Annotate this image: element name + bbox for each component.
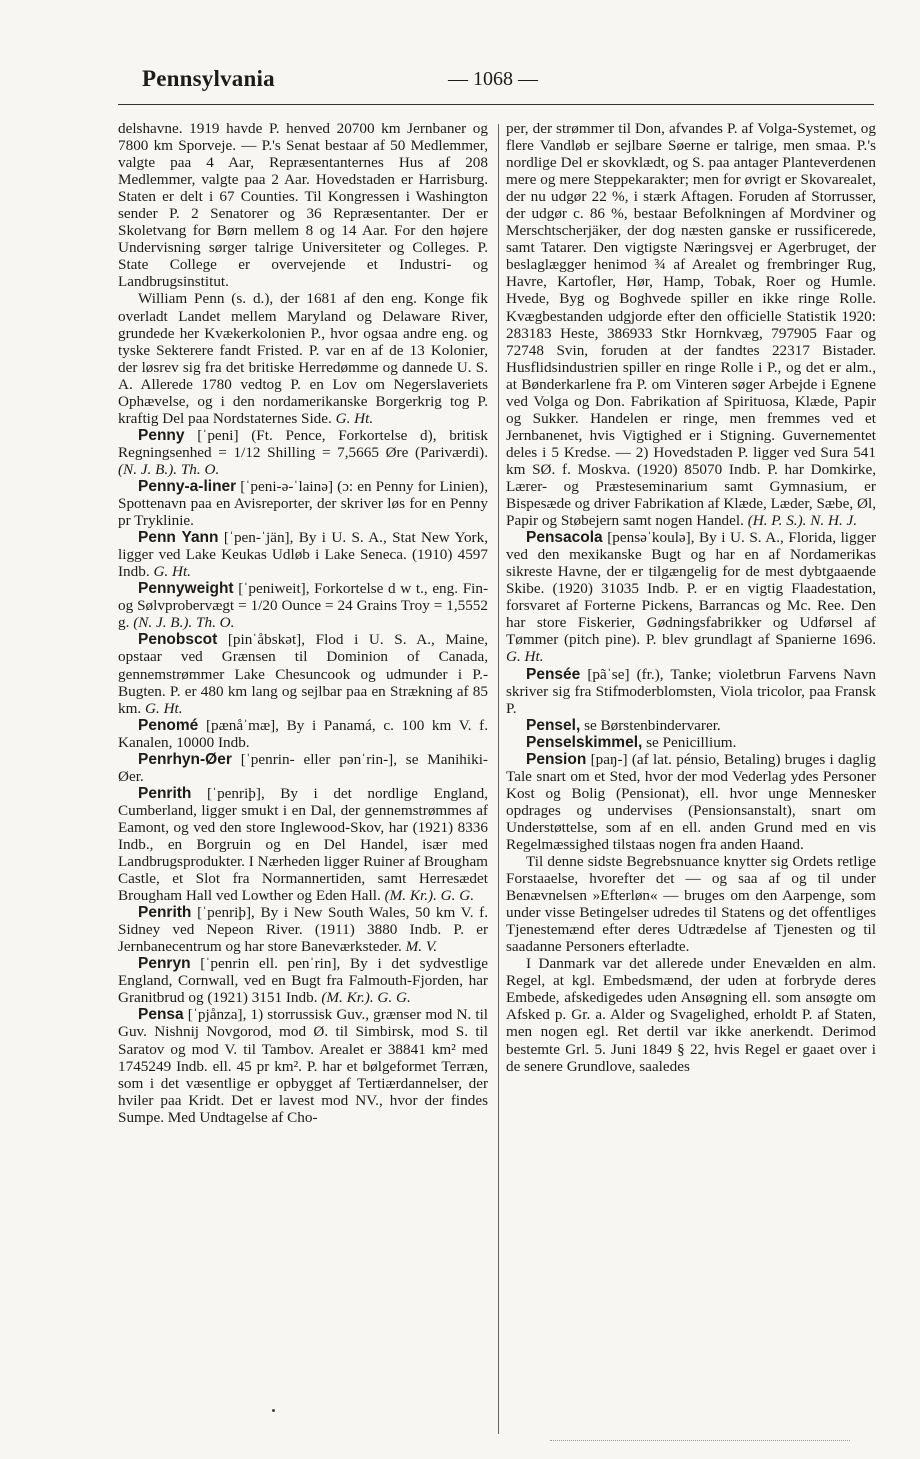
entry-text: [pinˈåbskət], Flod i U. S. A., Maine, opstaar ved Grænsen til Dominion of Canada, gennemstrømmer Lake Chesuncook og udmunder i P.-Bugten. P. er 480 km lang og sejlbar paa en Strækning af 85 km.	[118, 631, 489, 717]
author-signature: G. Ht.	[153, 563, 191, 581]
entry-text: William Penn (s. d.), der 1681 af den eng. Konge fik overladt Landet mellem Maryland og Delaware River, grundede her Kvækerkolonien P., hvor ogsaa andre eng. og tyske Sekterere fandt Fristed. P. var en af de 13 Kolonier, der løsrev sig fra det britiske Herredømme og dannede U. S. A. Allerede 1780 vedtog P. en Lov om Negerslaveriets Ophævelse, og i den nordamerikanske Borgerkrig tog P. kraftig Del paa Nordstaternes Side.	[118, 290, 488, 427]
entry-text: [ˈpeni-ə-ˈlainə] (ɔ: en Penny for Linien), Spottenavn paa en Avisreporter, der skriver løs for en Penny pr Tryklinie.	[118, 477, 489, 530]
headword: Penn Yann	[138, 529, 219, 547]
entry-text: se Penicillium.	[646, 733, 737, 751]
entry-text: [ˈpeniweit], Forkortelse d w t., eng. Fin- og Sølvprobervægt = 1/20 Ounce = 24 Grains Troy = 1,5552 g.	[118, 580, 489, 632]
headword: Penryn	[138, 955, 191, 973]
author-signature: G. Ht.	[506, 648, 544, 666]
headword: Pensée	[526, 665, 581, 683]
dictionary-entry	[118, 955, 488, 1006]
author-signature: (H. P. S.). N. H. J.	[747, 512, 858, 530]
dictionary-entry	[118, 478, 488, 529]
running-title: Pennsylvania	[142, 66, 275, 91]
dictionary-entry	[118, 1006, 488, 1125]
headword: Penselskimmel,	[526, 733, 643, 751]
author-signature: (N. J. B.). Th. O.	[118, 460, 220, 478]
entry-text: [ˈpenriþ], By i det nordlige England, Cumberland, ligger smukt i en Dal, der gennemstrømmes af Eamont, og ved den store Inglewood-Skov, har (1921) 8336 Indb., en Borgruin og en Del Handel, især med Landbrugsprodukter. I Nærheden ligger Ruiner af Brougham Castle, et Slot fra Normannertiden, samt Herresædet Brougham Hall ved Lowther og Eden Hall.	[118, 784, 489, 905]
dictionary-entry	[118, 717, 488, 751]
author-signature: G. Ht.	[335, 409, 374, 427]
author-signature: (M. Kr.). G. G.	[321, 989, 411, 1007]
author-signature: G. Ht.	[145, 699, 183, 717]
author-signature: (M. Kr.). G. G.	[384, 887, 474, 905]
headword: Penrhyn-Øer	[138, 750, 232, 768]
page-header	[118, 62, 874, 94]
headword: Pensacola	[526, 529, 603, 547]
author-signature: M. V.	[405, 938, 437, 956]
entry-text: Til denne sidste Begrebsnuance knytter sig Ordets retlige Forstaaelse, hvorefter det — og saa af og til under Benævnelsen »Efterløn« — bruges om den Aarpenge, som under visse Betingelser udredes til Statens og det offentliges Tjenestemænd efter deres Udtrædelse af Tjenesten og til saadanne Personers efterladte.	[506, 853, 876, 956]
print-speck	[272, 1409, 275, 1412]
entry-text: I Danmark var det allerede under Enevælden en alm. Regel, at kgl. Embedsmænd, der uden at forbryde deres Embede, afskedigedes uden Ansøgning ell. som ansøgte om Afsked p. Gr. a. Alder og Svagelighed, erholdt P. af Staten, men nogen egl. Ret dertil var ikke anerkendt. Derimod bestemte Grl. 5. Juni 1849 § 22, hvis Regel er gaaet over i de senere Grundlove, saaledes	[506, 955, 876, 1075]
headword: Pensa	[138, 1006, 184, 1024]
entry-text: delshavne. 1919 havde P. henved 20700 km Jernbaner og 7800 km Sporveje. — P.'s Senat bestaar af 50 Medlemmer, valgte paa 4 Aar, Repræsentanternes Hus af 208 Medlemmer, valgte paa 2 Aar. Hovedstaden er Harrisburg. Staten er delt i 67 Counties. Til Kongressen i Washington sender P. 2 Senatorer og 36 Repræsentanter. Der er Skoletvang for Børn mellem 8 og 14 Aar. For den højere Undervisning sørger talrige Universiteter og Colleges. P. State College er overvejende et Industri- og Landbrugsinstitut.	[118, 120, 488, 291]
dictionary-entry	[118, 427, 488, 478]
dictionary-entry	[506, 717, 876, 734]
left-column	[118, 120, 488, 1126]
headword: Penrith	[138, 784, 192, 802]
bottom-rule	[550, 1440, 850, 1441]
headword: Pennyweight	[138, 580, 234, 598]
entry-paragraph	[506, 853, 876, 955]
page-number: — 1068 —	[448, 68, 538, 90]
column-divider	[498, 124, 499, 1434]
entry-text: [ˈpenrin ell. penˈrin], By i det sydvestlige England, Cornwall, ved en Bugt fra Falmouth-Fjorden, har Granitbrud og (1921) 3151 Indb.	[118, 955, 489, 1007]
entry-text: [ˈpeni] (Ft. Pence, Forkortelse d), britisk Regningsenhed = 1/12 Shilling = 7,5665 Øre (Pariværdi).	[118, 426, 489, 461]
dictionary-entry	[118, 529, 488, 580]
headword: Penrith	[138, 904, 192, 922]
dictionary-entry	[118, 904, 488, 955]
header-rule	[118, 104, 874, 105]
entry-text: [ˈpen-ˈjän], By i U. S. A., Stat New York, ligger ved Lake Keukas Udløb i Lake Seneca. (1910) 4597 Indb.	[118, 529, 488, 581]
entry-text: per, der strømmer til Don, afvandes P. af Volga-Systemet, og flere Vandløb er sejlbare Søerne er talrige, men smaa. P.'s nordlige Del er skovklædt, og S. paa antager Planteverdenen mere og mere Steppekarakter; men for øvrigt er Skovarealet, der nu udgør 22 %, i stærk Aftagen. Foruden af Storrusser, der udgør c. 86 %, bestaar Befolkningen af Mordviner og Merschtscherjäker, der dog næsten ganske er russificerede, samt Tatarer. Den vigtigste Næringsvej er Agerbruget, der beslaglægger henimod ¾ af Arealet og frembringer Rug, Havre, Kartofler, Hør, Hamp, Tobak, Roer og Humle. Hvede, Byg og Boghvede spiller en ikke ringe Rolle. Kvægbestanden udgjorde efter den officielle Statistik 1920: 283183 Heste, 386933 Stkr Hornkvæg, 797905 Faar og 72748 Svin, foruden at der fandtes 22317 Bistader. Husflidsindustrien spiller en ringe Rolle i P., og det er alm., at Bønderkarlene fra P. om Vinteren søger Arbejde i Egnene ved Volga og Don. Fabrikation af Spirituosa, Klæde, Papir og Sukker. Handelen er ringe, men fremmes ved et Jernbanenet, hvis Vigtighed er i Stigning. Guvernementet deles i 5 Kredse. — 2) Hovedstaden P. ligger ved Sura 541 km SØ. f. Moskva. (1920) 85070 Indb. P. har Domkirke, Lærer- og Præsteseminarium samt Gymnasium, er Bispesæde og driver Fabrikation af Klæde, Læder, Sæbe, Øl, Papir og Støbejern samt nogen Handel.	[506, 120, 876, 530]
entry-text: [ˈpenrin- eller pənˈrin-], se Manihiki-Øer.	[118, 750, 488, 785]
dictionary-entry	[118, 580, 488, 631]
entry-paragraph	[506, 120, 876, 529]
entry-text: [pensəˈkoulə], By i U. S. A., Florida, ligger ved den mexikanske Bugt og har en af Nordamerikas sikreste Havne, der er tilgængelig for de mest dybtgaaende Skibe. (1920) 31035 Indb. P. er en vigtig Flaadestation, forsvaret af Forterne Pickens, Barrancas og Mc. Ree. Den har store Fiskerier, Gødningsfabrikker og Udførsel af Tømmer (pitch pine). P. blev grundlagt af Spanierne 1696.	[506, 529, 876, 649]
entry-paragraph	[118, 120, 488, 290]
dictionary-entry	[118, 785, 488, 904]
entry-text: [pænåˈmæ], By i Panamá, c. 100 km V. f. Kanalen, 10000 Indb.	[118, 716, 489, 751]
entry-text: [ˈpjånza], 1) storrussisk Guv., grænser mod N. til Guv. Nishnij Novgorod, mod Ø. til Simbirsk, mod S. til Saratov og mod V. til Tambov. Arealet er 38841 km² med 1745249 Indb. ell. 45 pr km². P. har et bølgeformet Terræn, som i det væsentlige er opbygget af Tertiærdannelser, der hviler paa Kridt. Det er lavest mod NV., hvor der findes Sumpe. Med Undtagelse af Cho-	[118, 1006, 489, 1126]
entry-text: se Børstenbindervarer.	[584, 716, 721, 734]
headword: Penobscot	[138, 631, 218, 649]
dictionary-entry	[118, 631, 488, 716]
entry-paragraph	[118, 290, 488, 426]
dictionary-entry	[506, 666, 876, 717]
headword: Penny	[138, 426, 185, 444]
dictionary-entry	[506, 529, 876, 665]
dictionary-entry	[506, 734, 876, 751]
dictionary-entry	[506, 751, 876, 853]
headword: Penny-a-liner	[138, 477, 237, 495]
headword: Penomé	[138, 716, 199, 734]
entry-text: [paŋ-] (af lat. pénsio, Betaling) bruges i daglig Tale snart om et Sted, hvor der mod Vederlag ydes Personer Kost og Bolig (Pensionat), ell. hvor unge Mennesker opdrages og undervises (Pensionsanstalt), snart om Understøttelse, som af en ell. anden Grund med en vis Regelmæssighed tilstaas nogen fra anden Haand.	[506, 750, 876, 853]
entry-text: [pãˈse] (fr.), Tanke; violetbrun Farvens Navn skriver sig fra Stifmoderblomsten, Viola tricolor, paa Fransk P.	[506, 665, 877, 717]
entry-paragraph	[506, 955, 876, 1074]
dictionary-entry	[118, 751, 488, 785]
right-column	[506, 120, 876, 1075]
entry-text: [ˈpenriþ], By i New South Wales, 50 km V. f. Sidney ved Nepeon River. (1911) 3880 Indb. P. er Jernbanecentrum og har store Baneværksteder.	[118, 904, 488, 956]
author-signature: (N. J. B.). Th. O.	[133, 614, 235, 632]
headword: Pension	[526, 750, 587, 768]
headword: Pensel,	[526, 716, 581, 734]
